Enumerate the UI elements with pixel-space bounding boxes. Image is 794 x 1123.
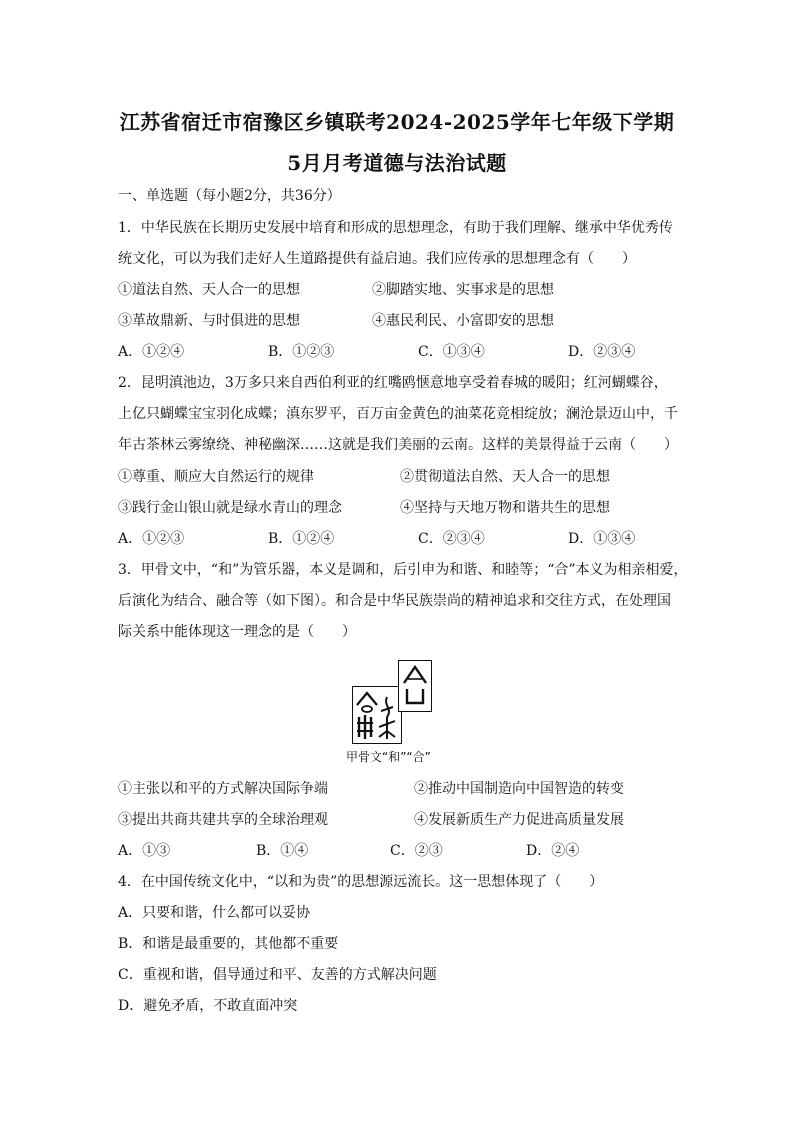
- oracle-ge-character-box: [398, 660, 432, 712]
- q3-stem-line3: 际关系中能体现这一理念的是（ ）: [118, 624, 356, 640]
- q3-choice-a: A．①③: [118, 843, 171, 859]
- q4-stem: 4．在中国传统文化中，“以和为贵”的思想源远流长。这一思想体现了（ ）: [118, 874, 604, 890]
- figure-caption: 甲骨文“和”“合”: [346, 750, 431, 764]
- q4-choice-d: D．避免矛盾，不敢直面冲突: [118, 998, 298, 1014]
- exam-title-line2: 5月月考道德与法治试题: [287, 151, 507, 175]
- q2-statement-4: ④坚持与天地万物和谐共生的思想: [400, 500, 610, 516]
- oracle-ge-glyph-icon: [399, 661, 431, 711]
- q4-choice-b: B．和谐是最重要的，其他都不重要: [118, 936, 339, 952]
- q2-statement-1: ①尊重、顺应大自然运行的规律: [118, 469, 314, 485]
- q3-statement-1: ①主张以和平的方式解决国际争端: [118, 781, 328, 797]
- q3-choice-c: C．②③: [390, 843, 443, 859]
- q3-choice-b: B．①④: [256, 843, 309, 859]
- q1-stem-line1: 1．中华民族在长期历史发展中培育和形成的思想理念，有助于我们理解、继承中华优秀传: [118, 220, 673, 236]
- exam-title-line1: 江苏省宿迁市宿豫区乡镇联考2024-2025学年七年级下学期: [119, 110, 675, 134]
- oracle-he-glyph-icon: [353, 687, 401, 743]
- q4-choice-a: A．只要和谐，什么都可以妥协: [118, 905, 311, 921]
- q2-statement-2: ②贯彻道法自然、天人合一的思想: [400, 469, 610, 485]
- q1-statement-1: ①道法自然、天人合一的思想: [118, 282, 300, 298]
- q1-statement-3: ③革故鼎新、与时俱进的思想: [118, 313, 300, 329]
- q2-choice-b: B．①②④: [268, 531, 335, 547]
- q3-stem-line1: 3．甲骨文中，“和”为管乐器，本义是调和，后引申为和谐、和睦等；“合”本义为相亲相爱，: [118, 562, 688, 578]
- q1-statement-4: ④惠民利民、小富即安的思想: [372, 313, 554, 329]
- section-heading: 一、单选题（每小题2分，共36分）: [118, 188, 341, 204]
- q2-choice-d: D．①③④: [568, 531, 636, 547]
- q3-statement-2: ②推动中国制造向中国智造的转变: [414, 781, 624, 797]
- q4-choice-c: C．重视和谐，倡导通过和平、友善的方式解决问题: [118, 967, 437, 983]
- q1-statement-2: ②脚踏实地、实事求是的思想: [372, 282, 554, 298]
- q2-choice-c: C．②③④: [418, 531, 485, 547]
- q2-stem-line1: 2．昆明滇池边，3万多只来自西伯利亚的红嘴鸥惬意地享受着春城的暖阳；红河蝴蝶谷，: [118, 375, 668, 391]
- q3-choice-d: D．②④: [526, 843, 580, 859]
- q1-stem-line2: 统文化，可以为我们走好人生道路提供有益启迪。我们应传承的思想理念有（ ）: [118, 251, 636, 267]
- q3-statement-4: ④发展新质生产力促进高质量发展: [414, 812, 624, 828]
- oracle-bone-script-figure: [352, 660, 432, 742]
- q2-stem-line3: 年古茶林云雾缭绕、神秘幽深……这就是我们美丽的云南。这样的美景得益于云南（ ）: [118, 437, 678, 453]
- q2-statement-3: ③践行金山银山就是绿水青山的理念: [118, 500, 342, 516]
- q1-choice-d: D．②③④: [568, 344, 636, 360]
- q2-stem-line2: 上亿只蝴蝶宝宝羽化成蝶；滇东罗平，百万亩金黄色的油菜花竞相绽放；澜沧景迈山中，千: [118, 406, 678, 422]
- q1-choice-b: B．①②③: [268, 344, 335, 360]
- q3-statement-3: ③提出共商共建共享的全球治理观: [118, 812, 328, 828]
- q1-choice-a: A．①②④: [118, 344, 185, 360]
- q1-choice-c: C．①③④: [418, 344, 485, 360]
- q2-choice-a: A．①②③: [118, 531, 185, 547]
- q3-stem-line2: 后演化为结合、融合等（如下图）。和合是中华民族崇尚的精神追求和交往方式，在处理国: [118, 593, 671, 609]
- oracle-he-character-box: [352, 686, 402, 744]
